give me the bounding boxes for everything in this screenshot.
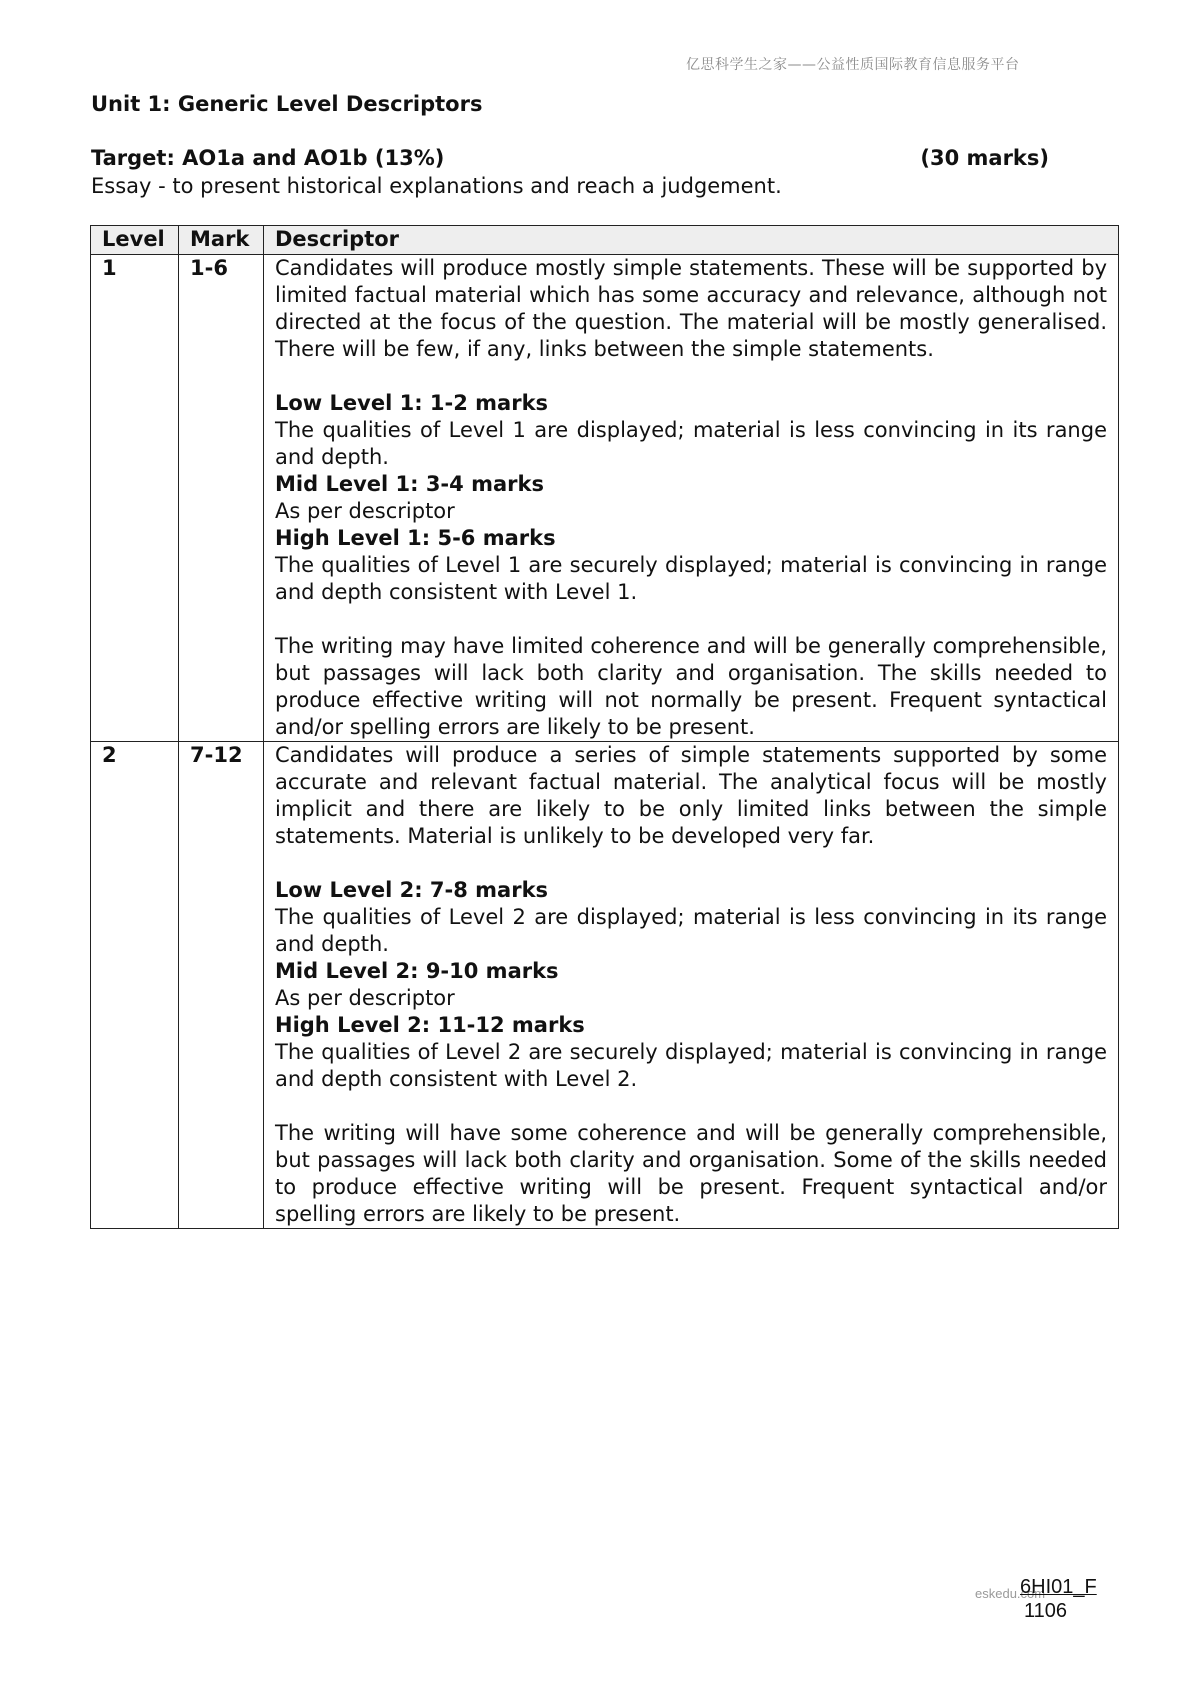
mark-cell: 7-12 <box>179 742 264 1229</box>
target-line <box>91 146 1049 170</box>
mid-level-title: Mid Level 2: 9-10 marks <box>275 959 559 983</box>
table-row <box>91 742 1119 1229</box>
level-descriptor-table <box>90 225 1119 1229</box>
mid-level-text: As per descriptor <box>275 499 455 523</box>
mark-cell: 1-6 <box>179 255 264 742</box>
header-level: Level <box>91 226 179 255</box>
high-level-title: High Level 2: 11-12 marks <box>275 1013 585 1037</box>
table-header-row <box>91 226 1119 255</box>
footer-document-code: 6HI01_F <box>1020 1576 1097 1598</box>
descriptor-cell <box>264 255 1119 742</box>
header-watermark: 亿思科学生之家——公益性质国际教育信息服务平台 <box>686 57 1020 73</box>
descriptor-cell <box>264 742 1119 1229</box>
header-mark: Mark <box>179 226 264 255</box>
high-level-text: The qualities of Level 2 are securely displayed; material is convincing in range and depth consistent with Level 2. <box>275 1040 1107 1091</box>
writing-quality-text: The writing may have limited coherence and will be generally comprehensible, but passages will lack both clarity and organisation. The skills needed to produce effective writing will not normally be present. Frequent syntactical and/or spelling errors are likely to be present. <box>275 634 1107 739</box>
high-level-title: High Level 1: 5-6 marks <box>275 526 556 550</box>
level-cell: 2 <box>91 742 179 1229</box>
low-level-title: Low Level 2: 7-8 marks <box>275 878 549 902</box>
footer-site-mark: eskedu.com <box>975 1586 1046 1601</box>
level-cell: 1 <box>91 255 179 742</box>
low-level-text: The qualities of Level 1 are displayed; material is less convincing in its range and depth. <box>275 418 1107 469</box>
table-row <box>91 255 1119 742</box>
descriptor-intro: Candidates will produce a series of simple statements supported by some accurate and relevant factual material. The analytical focus will be mostly implicit and there are likely to be only limited links between the simple statements. Material is unlikely to be developed very far. <box>275 743 1107 848</box>
target-marks: (30 marks) <box>920 146 1049 170</box>
low-level-title: Low Level 1: 1-2 marks <box>275 391 549 415</box>
low-level-text: The qualities of Level 2 are displayed; material is less convincing in its range and depth. <box>275 905 1107 956</box>
header-descriptor: Descriptor <box>264 226 1119 255</box>
target-label: Target: AO1a and AO1b (13%) <box>91 146 445 170</box>
mid-level-text: As per descriptor <box>275 986 455 1010</box>
footer-page-number: 1106 <box>1024 1600 1068 1622</box>
unit-title: Unit 1: Generic Level Descriptors <box>91 92 483 116</box>
mid-level-title: Mid Level 1: 3-4 marks <box>275 472 544 496</box>
descriptor-intro: Candidates will produce mostly simple statements. These will be supported by limited factual material which has some accuracy and relevance, although not directed at the focus of the question. The material will be mostly generalised. There will be few, if any, links between the simple statements. <box>275 256 1107 361</box>
essay-line: Essay - to present historical explanations and reach a judgement. <box>91 174 782 198</box>
writing-quality-text: The writing will have some coherence and will be generally comprehensible, but passages will lack both clarity and organisation. Some of the skills needed to produce effective writing will be present. Frequent syntactical and/or spelling errors are likely to be present. <box>275 1121 1107 1226</box>
high-level-text: The qualities of Level 1 are securely displayed; material is convincing in range and depth consistent with Level 1. <box>275 553 1107 604</box>
